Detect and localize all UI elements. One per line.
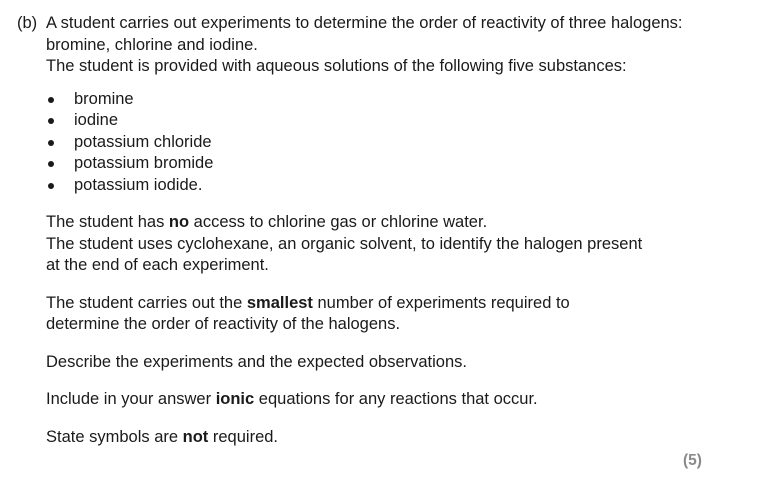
bullet-icon bbox=[48, 161, 54, 167]
intro-line-2: bromine, chlorine and iodine. bbox=[46, 35, 258, 54]
solvent-line-2: at the end of each experiment. bbox=[46, 256, 269, 275]
smallest-emphasis: smallest bbox=[246, 293, 313, 312]
list-item bbox=[46, 89, 746, 111]
substance-label: potassium chloride bbox=[74, 132, 212, 151]
state-symbols-instruction bbox=[46, 427, 746, 449]
substance-label: bromine bbox=[74, 89, 134, 108]
list-item bbox=[46, 110, 746, 132]
state-symbols-emphasis: not bbox=[182, 427, 209, 446]
ionic-instruction bbox=[46, 389, 746, 411]
marks-indicator: (5) bbox=[683, 452, 702, 469]
question-body bbox=[46, 13, 746, 448]
no-access-text-before: The student has bbox=[46, 213, 169, 232]
bullet-icon bbox=[48, 140, 54, 146]
intro-line-1: A student carries out experiments to determine the order of reactivity of three halogens: bbox=[46, 14, 683, 32]
bullet-icon bbox=[48, 183, 54, 189]
intro-line-3: The student is provided with aqueous solutions of the following five substances: bbox=[46, 57, 627, 75]
ionic-emphasis: ionic bbox=[215, 390, 255, 409]
state-symbols-text-after: required. bbox=[208, 427, 279, 446]
solvent-line-1: The student uses cyclohexane, an organic solvent, to identify the halogen present bbox=[46, 234, 643, 253]
ionic-text-before: Include in your answer bbox=[46, 390, 216, 409]
substance-label: iodine bbox=[74, 111, 119, 130]
smallest-text-after: number of experiments required to bbox=[312, 293, 570, 312]
no-access-emphasis: no bbox=[168, 213, 190, 232]
substance-list bbox=[46, 89, 746, 197]
describe-instruction: Describe the experiments and the expected observations. bbox=[46, 352, 467, 371]
smallest-text-before: The student carries out the bbox=[46, 293, 247, 312]
list-item bbox=[46, 132, 746, 154]
bullet-icon bbox=[48, 97, 54, 103]
substance-label: potassium iodide. bbox=[74, 175, 203, 194]
smallest-line-2: determine the order of reactivity of the halogens. bbox=[46, 315, 401, 334]
no-access-statement bbox=[46, 212, 746, 234]
list-item bbox=[46, 175, 746, 197]
ionic-text-after: equations for any reactions that occur. bbox=[254, 390, 538, 409]
substance-label: potassium bromide bbox=[74, 154, 214, 173]
smallest-statement bbox=[46, 293, 746, 315]
list-item bbox=[46, 153, 746, 175]
state-symbols-text-before: State symbols are bbox=[46, 427, 183, 446]
no-access-text-after: access to chlorine gas or chlorine water. bbox=[189, 213, 488, 232]
part-label: (b) bbox=[17, 14, 38, 32]
bullet-icon bbox=[48, 118, 54, 124]
